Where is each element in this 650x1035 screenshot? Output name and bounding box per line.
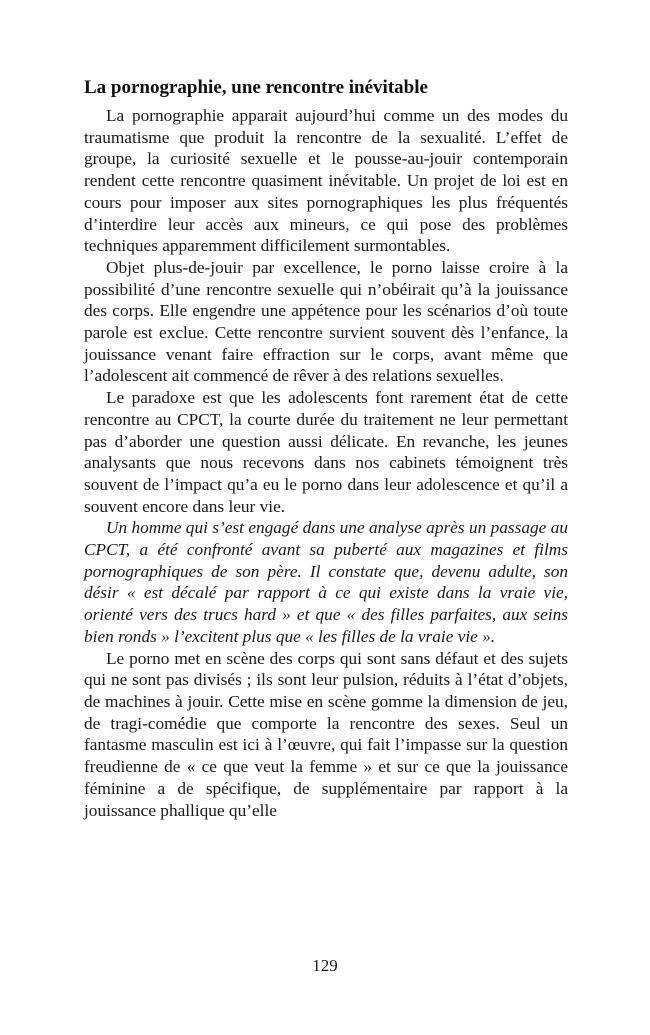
page-body [84,76,568,821]
section-heading: La pornographie, une rencontre inévitable [84,77,428,98]
paragraph-1: La pornographie apparait aujourd’hui comme un des modes du traumatisme que produit la rencontre de la sexualité. L’effet de groupe, la curiosité sexuelle et le pousse-au-jouir contemporain rendent cette rencontre quasiment inévitable. Un projet de loi est en cours pour imposer aux sites pornographiques les plus fréquentés d’interdire leur accès aux mineurs, ce qui pose des problèmes techniques apparemment difficilement surmontables. [84,106,568,256]
paragraph-4-case-vignette: Un homme qui s’est engagé dans une analyse après un passage au CPCT, a été confronté avant sa puberté aux magazines et films pornographiques de son père. Il constate que, devenu adulte, son désir « est décalé par rapport à ce qui existe dans la vraie vie, orienté vers des trucs hard » et que « des filles parfaites, aux seins bien ronds » l’excitent plus que « les filles de la vraie vie ». [84,518,568,646]
paragraph-5: Le porno met en scène des corps qui sont sans défaut et des sujets qui ne sont pas divisés ; ils sont leur pulsion, réduits à l’état d’objets, de machines à jouir. Cette mise en scène gomme la dimension de jeu, de tragi-comédie que comporte la rencontre des sexes. Seul un fantasme masculin est ici à l’œuvre, qui fait l’impasse sur la question freudienne de « ce que veut la femme » et sur ce que la jouissance féminine a de spécifique, de supplémentaire par rapport à la jouissance phallique qu’elle [84,648,568,820]
paragraph-3: Le paradoxe est que les adolescents font rarement état de cette rencontre au CPCT, la courte durée du traitement ne leur permettant pas d’aborder une question aussi délicate. En revanche, les jeunes analysants que nous recevons dans nos cabinets témoignent très souvent de l’impact qu’a eu le porno dans leur adolescence et qu’il a souvent encore dans leur vie. [84,388,568,516]
paragraph-2: Objet plus-de-jouir par excellence, le porno laisse croire à la possibilité d’une rencontre sexuelle qui n’obéirait qu’à la jouissance des corps. Elle engendre une appétence pour les scénarios d’où toute parole est exclue. Cette rencontre survient souvent dès l’enfance, la jouissance venant faire effraction sur le corps, avant même que l’adolescent ait commencé de rêver à des relations sexuelles. [84,257,568,386]
page-number: 129 [312,956,338,975]
